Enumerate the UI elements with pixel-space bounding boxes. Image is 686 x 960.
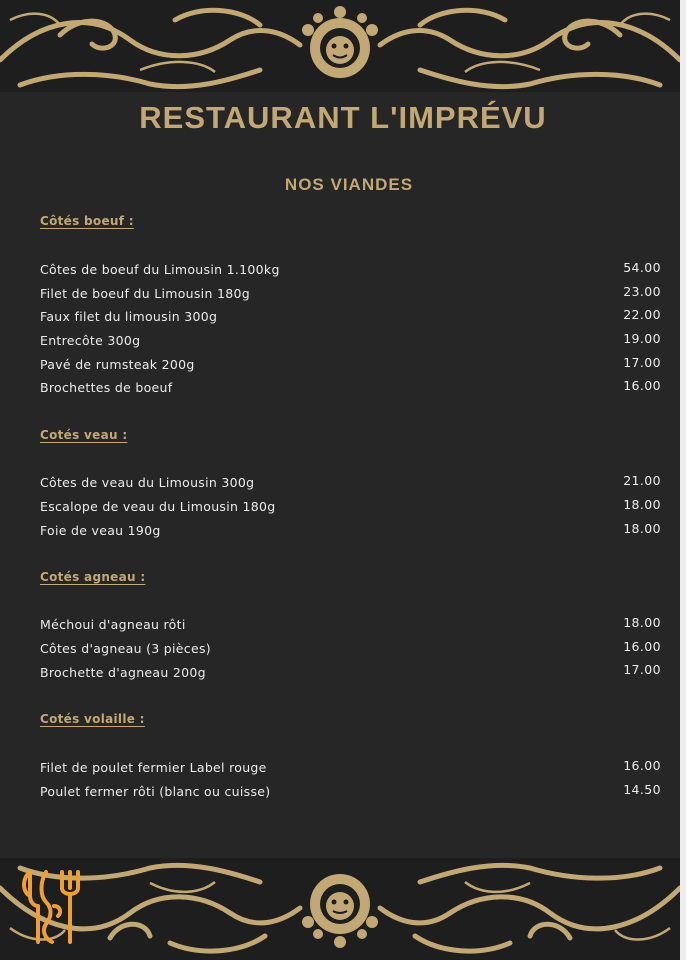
menu-item-price: 17.00 — [623, 662, 661, 677]
menu-item-price: 16.00 — [623, 378, 661, 393]
menu-item-price: 17.00 — [623, 355, 661, 370]
menu-item: Foie de veau 190g — [40, 523, 161, 538]
menu-item: Côtes de boeuf du Limousin 1.100kg — [40, 262, 280, 277]
menu-item: Pavé de rumsteak 200g — [40, 357, 195, 372]
bottom-ornament — [0, 858, 680, 960]
restaurant-name: RESTAURANT L'IMPRÉVU — [139, 100, 547, 135]
menu-item-price: 16.00 — [623, 758, 661, 773]
menu-item-price: 18.00 — [623, 615, 661, 630]
menu-item: Méchoui d'agneau rôti — [40, 617, 186, 632]
menu-item: Escalope de veau du Limousin 180g — [40, 499, 276, 514]
menu-item: Côtes de veau du Limousin 300g — [40, 475, 255, 490]
menu-item-price: 22.00 — [623, 307, 661, 322]
menu-item-price: 18.00 — [623, 521, 661, 536]
menu-item: Brochette d'agneau 200g — [40, 665, 206, 680]
menu-item-price: 14.50 — [623, 782, 661, 797]
menu-item: Faux filet du limousin 300g — [40, 309, 218, 324]
category-heading-boeuf: Côtés boeuf : — [40, 214, 134, 228]
menu-item-price: 23.00 — [623, 284, 661, 299]
menu-item-price: 21.00 — [623, 473, 661, 488]
menu-item: Entrecôte 300g — [40, 333, 141, 348]
top-ornament — [0, 0, 680, 92]
menu-item-price: 16.00 — [623, 639, 661, 654]
menu-item: Brochettes de boeuf — [40, 380, 173, 395]
menu-item-price: 54.00 — [623, 260, 661, 275]
category-heading-volaille: Cotés volaille : — [40, 712, 145, 726]
menu-item-price: 19.00 — [623, 331, 661, 346]
menu-item: Poulet fermer rôti (blanc ou cuisse) — [40, 784, 271, 799]
page-edge — [680, 0, 686, 960]
category-heading-veau: Cotés veau : — [40, 428, 128, 442]
menu-item: Filet de poulet fermier Label rouge — [40, 760, 267, 775]
section-title: NOS VIANDES — [284, 175, 414, 194]
menu-item: Filet de boeuf du Limousin 180g — [40, 286, 250, 301]
fork-knife-logo-icon — [18, 866, 88, 948]
menu-item: Côtes d'agneau (3 pièces) — [40, 641, 211, 656]
menu-item-price: 18.00 — [623, 497, 661, 512]
category-heading-agneau: Cotés agneau : — [40, 570, 146, 584]
